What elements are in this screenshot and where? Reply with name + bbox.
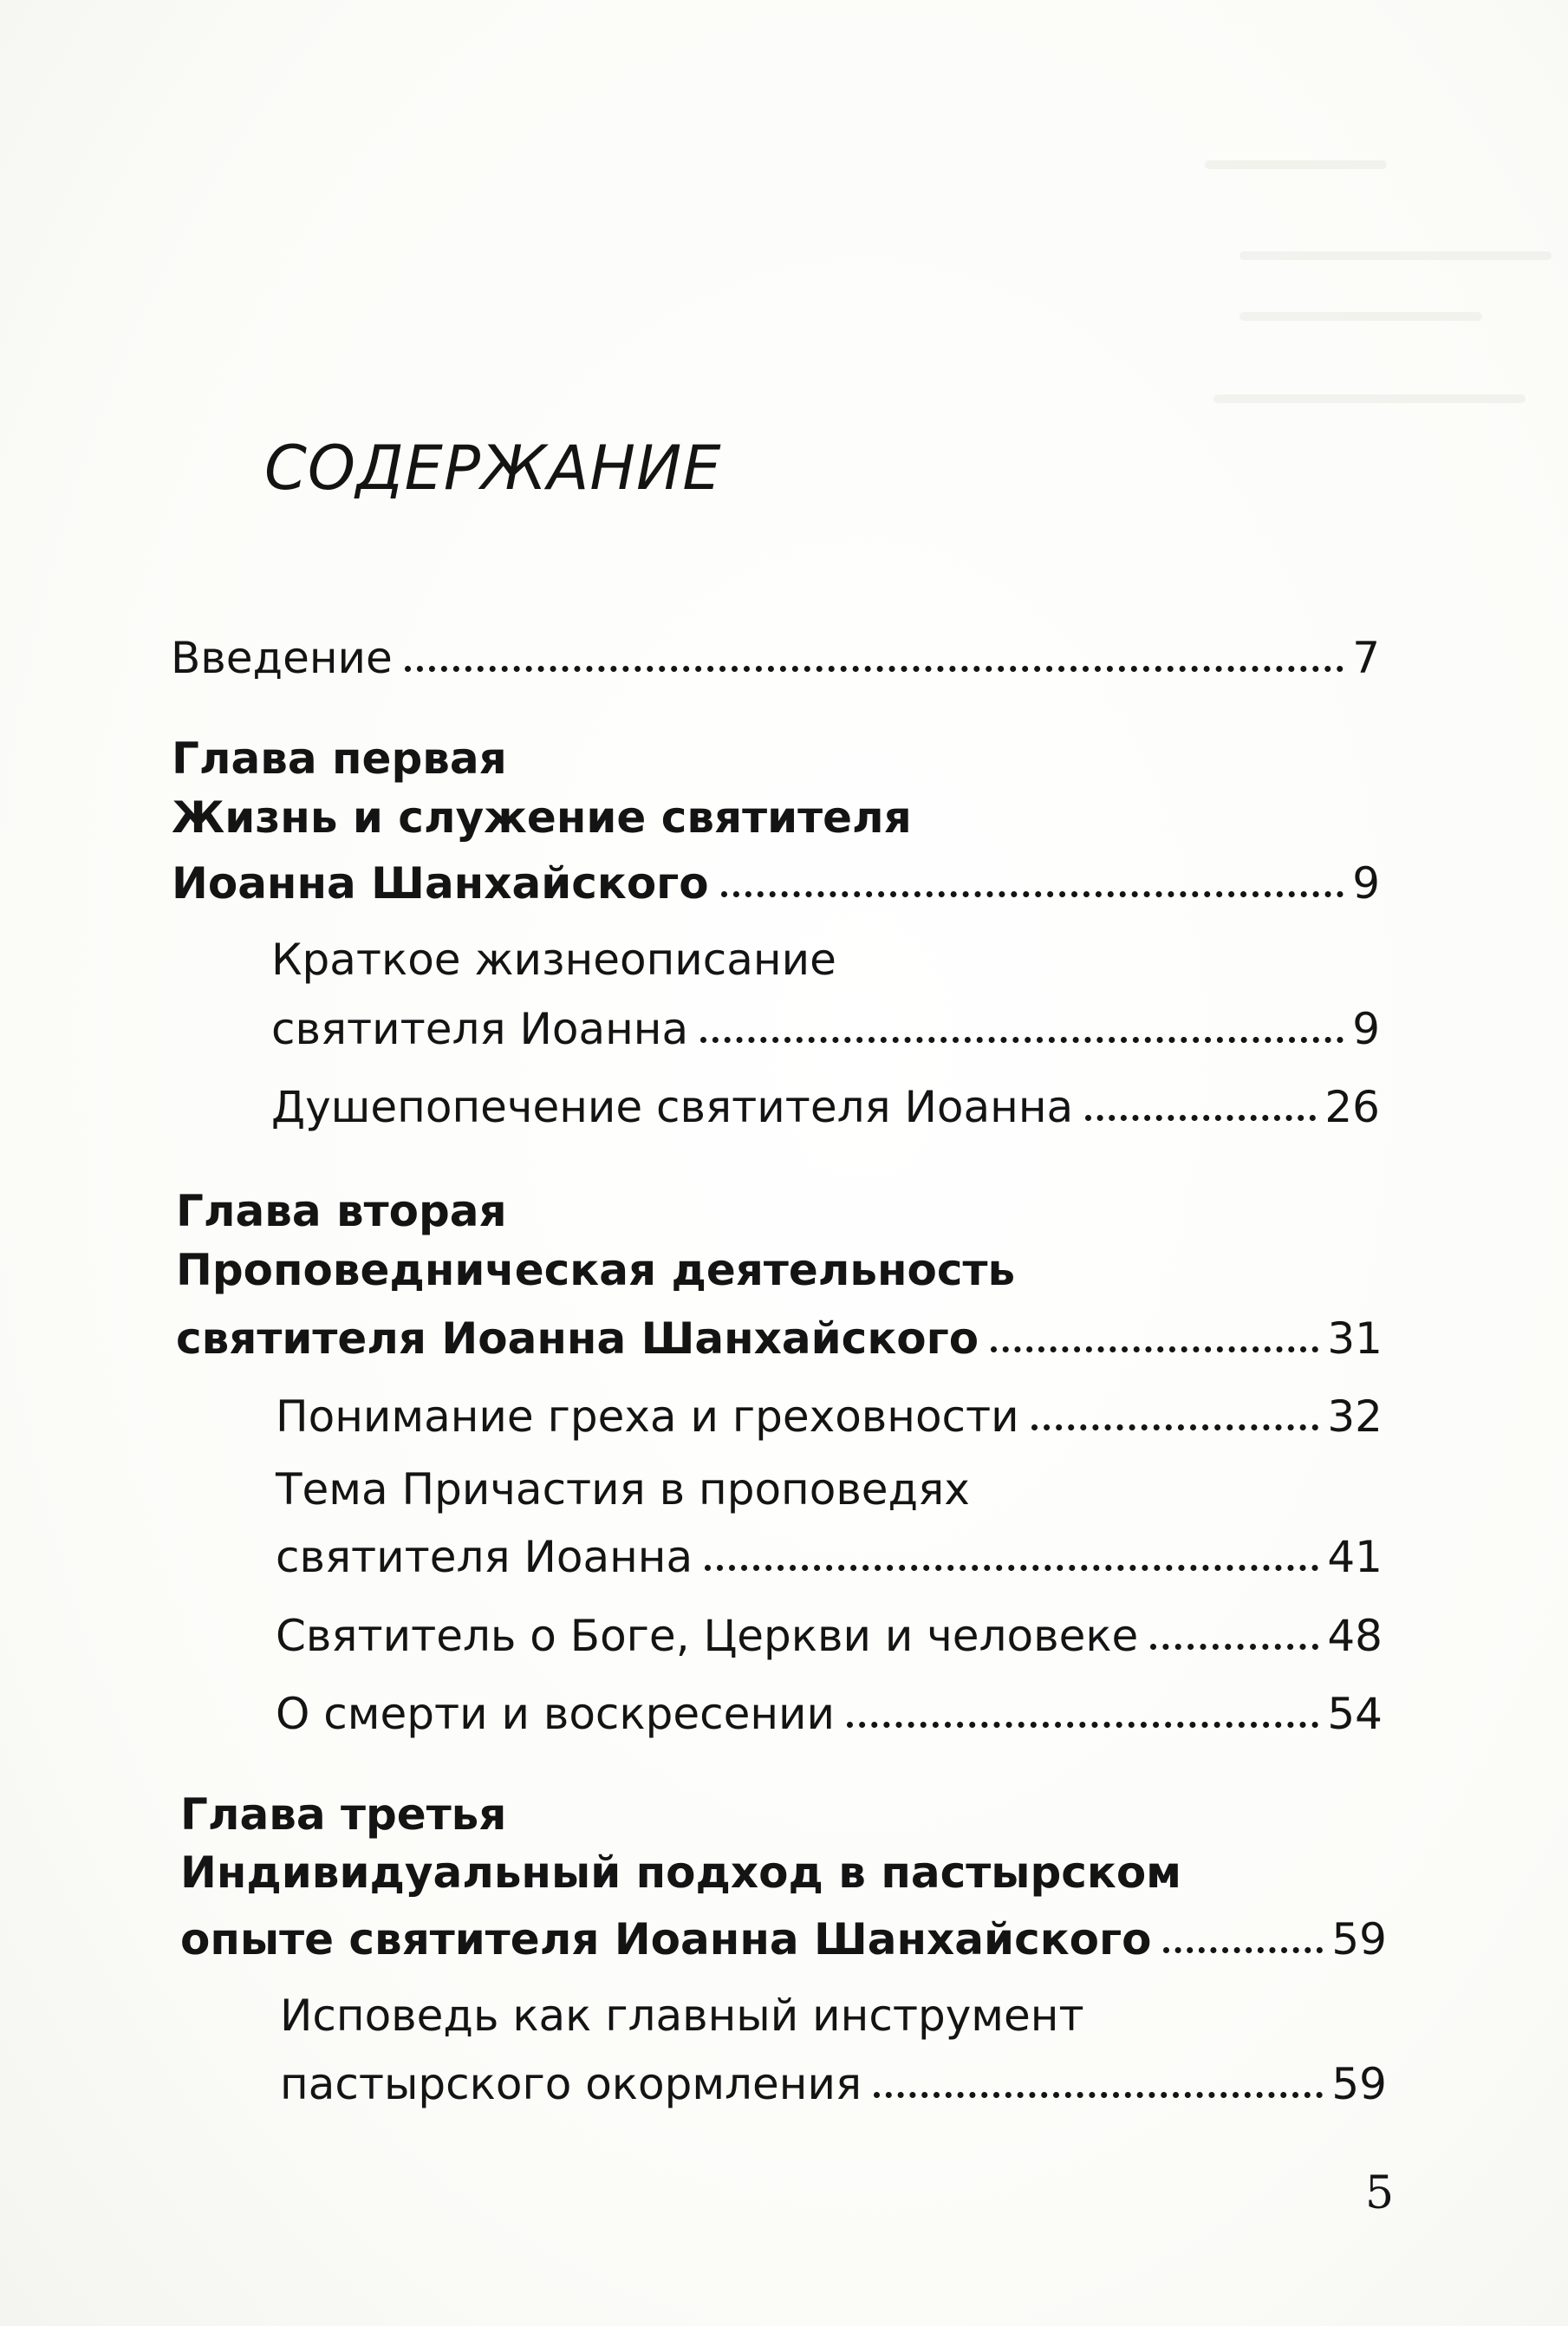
toc-page-number: 48: [1327, 1611, 1383, 1661]
toc-page-number: 54: [1327, 1689, 1383, 1739]
toc-entry-section[interactable]: [280, 2050, 1387, 2109]
toc-title: СОДЕРЖАНИЕ: [264, 433, 722, 504]
toc-page-number: 9: [1352, 858, 1380, 909]
toc-entry-section[interactable]: [276, 1680, 1383, 1739]
toc-entry-section[interactable]: [271, 1073, 1380, 1132]
chapter-3-heading: Глава третья: [180, 1789, 507, 1840]
toc-entry-label: Иоанна Шанхайского: [172, 858, 709, 909]
show-through-mark: [1205, 160, 1387, 169]
dot-leader: [700, 1037, 1344, 1043]
toc-entry-label: Душепопечение святителя Иоанна: [271, 1082, 1074, 1132]
dot-leader: [847, 1722, 1318, 1728]
toc-entry-intro[interactable]: [171, 624, 1380, 683]
section-title-line: Тема Причастия в проповедях: [276, 1464, 970, 1515]
toc-entry-label: святителя Иоанна: [276, 1532, 693, 1582]
dot-leader: [705, 1565, 1318, 1571]
toc-entry-chapter-2[interactable]: [176, 1305, 1383, 1364]
show-through-mark: [1239, 251, 1552, 260]
dot-leader: [405, 666, 1344, 672]
chapter-2-title-line: Проповедническая деятельность: [176, 1245, 1016, 1295]
chapter-3-title-line: Индивидуальный подход в пастырском: [180, 1847, 1182, 1898]
toc-entry-label: Введение: [171, 633, 393, 683]
section-title-line: Исповедь как главный инструмент: [280, 1990, 1084, 2041]
toc-entry-section[interactable]: [276, 1602, 1383, 1661]
toc-entry-section[interactable]: [276, 1383, 1383, 1442]
section-title-line: Краткое жизнеописание: [271, 935, 836, 985]
toc-page-number: 9: [1352, 1004, 1380, 1054]
dot-leader: [874, 2092, 1323, 2098]
dot-leader: [1150, 1644, 1318, 1650]
show-through-mark: [1213, 394, 1526, 403]
chapter-1-heading: Глава первая: [172, 733, 507, 784]
show-through-mark: [1239, 312, 1482, 321]
toc-entry-label: святителя Иоанна Шанхайского: [176, 1313, 979, 1364]
toc-page-number: 31: [1327, 1313, 1383, 1364]
toc-page-number: 59: [1331, 1914, 1387, 1964]
toc-page-number: 7: [1352, 633, 1380, 683]
toc-entry-label: О смерти и воскресении: [276, 1689, 836, 1739]
page-number: 5: [1365, 2167, 1395, 2219]
toc-entry-label: пастырского окормления: [280, 2059, 862, 2109]
dot-leader: [1085, 1115, 1316, 1121]
toc-page-number: 32: [1327, 1391, 1383, 1442]
toc-entry-label: святителя Иоанна: [271, 1004, 689, 1054]
toc-page-number: 26: [1324, 1082, 1380, 1132]
toc-entry-chapter-1[interactable]: [172, 850, 1380, 909]
toc-entry-label: Понимание греха и греховности: [276, 1391, 1019, 1442]
toc-entry-chapter-3[interactable]: [180, 1906, 1387, 1964]
toc-entry-section[interactable]: [271, 995, 1380, 1054]
dot-leader: [1031, 1424, 1319, 1430]
dot-leader: [1163, 1947, 1323, 1953]
dot-leader: [991, 1346, 1318, 1352]
toc-entry-label: опыте святителя Иоанна Шанхайского: [180, 1914, 1152, 1964]
toc-page-number: 59: [1331, 2059, 1387, 2109]
toc-page-number: 41: [1327, 1532, 1383, 1582]
chapter-1-title-line: Жизнь и служение святителя: [172, 792, 912, 843]
toc-entry-label: Святитель о Боге, Церкви и человеке: [276, 1611, 1139, 1661]
chapter-2-heading: Глава вторая: [176, 1186, 507, 1236]
toc-entry-section[interactable]: [276, 1523, 1383, 1582]
dot-leader: [721, 891, 1344, 897]
